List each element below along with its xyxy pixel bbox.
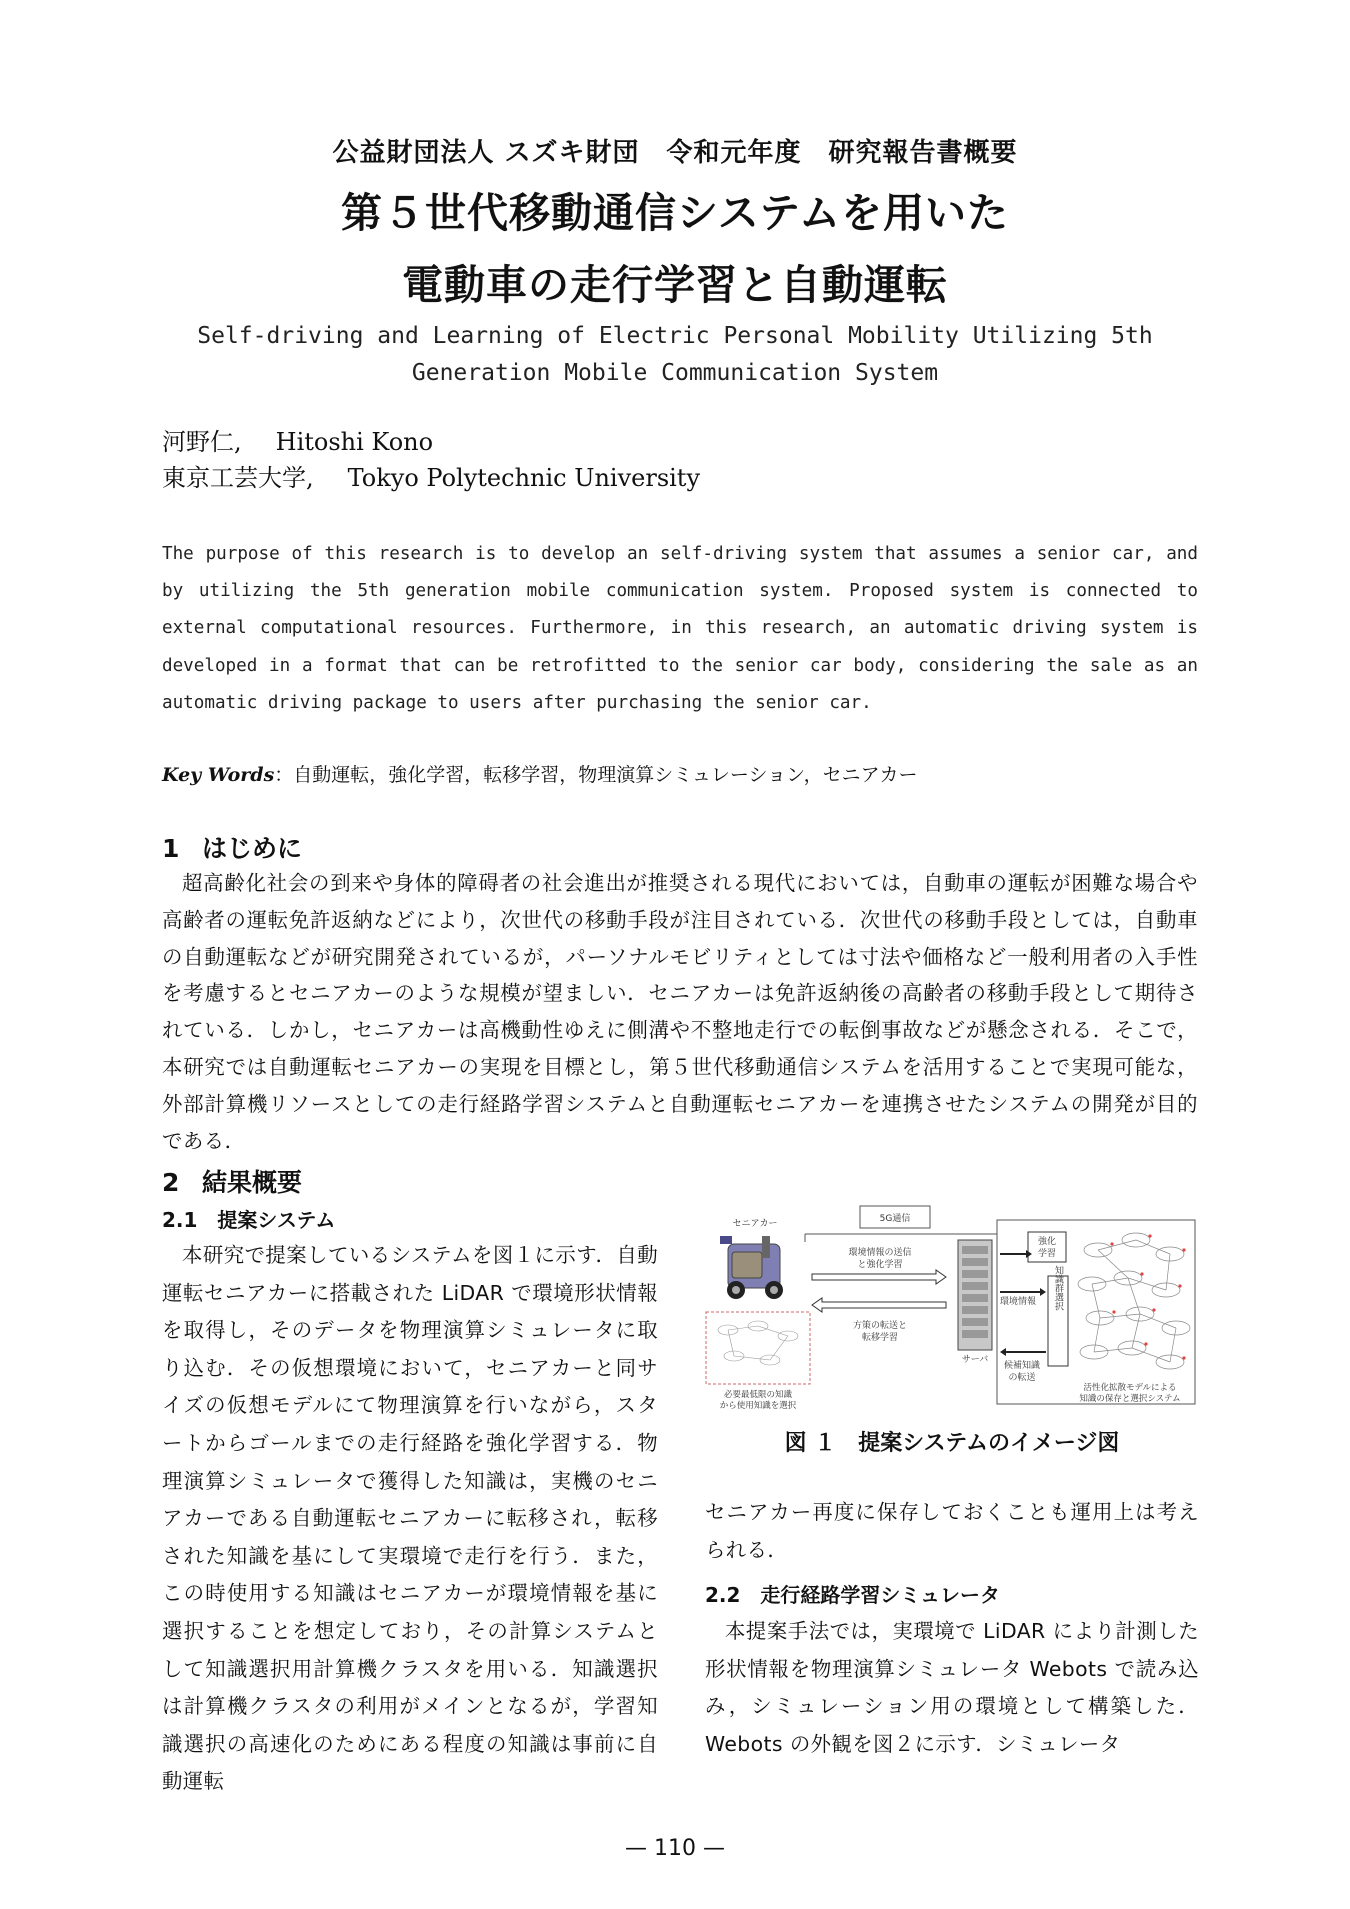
subsection-2-1-body: 本研究で提案しているシステムを図１に示す．自動運転セニアカーに搭載された LiDAR で環境形状情報を取得し，そのデータを物理演算シミュレータに取り込む．その仮想環境において，セニアカーと同サイズの仮想モデルにて物理演算を行いながら，スタートからゴールまでの走行経路を強化学習する．物理演算シミュレータで獲得した知識は，実機のセニアカーである自動運転セニアカーに転移され，転移された知識を基にして実環境で走行を行う．また，この時使用する知識はセニアカーが環境情報を基に選択することを想定しており，その計算システムとして知識選択用計算機クラスタを用いる．知識選択は計算機クラスタの利用がメインとなるが，学習知識選択の高速化のためにある程度の知識は事前に自動運転 <box>162 1243 658 1794</box>
label-server: サーバ <box>961 1355 989 1365</box>
label-transfer-2: 転移学習 <box>861 1333 899 1343</box>
right-column-continuation: セニアカー再度に保存しておくことも運用上は考えられる． <box>705 1500 1199 1562</box>
onboard-knowledge-box <box>706 1312 810 1384</box>
author-name-jp: 河野仁, <box>162 428 242 456</box>
keywords <box>162 760 917 787</box>
keywords-text: ：自動運転，強化学習，転移学習，物理演算シミュレーション，セニアカー <box>274 764 918 786</box>
senior-car-icon <box>720 1236 783 1299</box>
report-header: 公益財団法人 スズキ財団 令和元年度 研究報告書概要 <box>332 138 1018 168</box>
figure-1 <box>700 1192 1200 1428</box>
label-cand-2: の転送 <box>1008 1373 1036 1383</box>
affiliation-jp: 東京工芸大学, <box>162 464 314 492</box>
label-cand: 候補知識 <box>1003 1361 1041 1371</box>
label-send-2: と強化学習 <box>857 1260 903 1270</box>
label-rl: 強化 <box>1037 1237 1057 1247</box>
abstract: The purpose of this research is to develop an self-driving system that assumes a senior car, and by utilizing the 5th generation mobile communication system. Proposed system is connected to external computational resources. Furthermore, in this research, an automatic driving system is developed in a format that can be retrofitted to the senior car body, considering the sale as an automatic driving package to users after purchasing the senior car. <box>162 544 1198 713</box>
title-en-line1: Self-driving and Learning of Electric Personal Mobility Utilizing 5th <box>197 323 1153 349</box>
author-affiliation <box>162 460 700 496</box>
subsection-2-2-body: 本提案手法では，実環境で LiDAR により計測した形状情報を物理演算シミュレータ Webots で読み込み，シミュレーション用の環境として構築した． Webots の外観を図２に示す．シミュレータ <box>705 1619 1199 1756</box>
figure-1-diagram <box>700 1192 1200 1428</box>
title-jp-line2: 電動車の走行学習と自動運転 <box>402 261 948 309</box>
subsection-2-2-title: 2.2 走行経路学習シミュレータ <box>705 1583 1001 1607</box>
figure-1-caption: 図 １ 提案システムのイメージ図 <box>784 1431 1120 1456</box>
title-jp-line1: 第５世代移動通信システムを用いた <box>341 189 1009 237</box>
label-min: 必要最低限の知識 <box>723 1390 793 1400</box>
label-rl-2: 学習 <box>1037 1249 1057 1259</box>
section-1-title: はじめに <box>202 834 303 863</box>
section-2-title: 結果概要 <box>202 1168 303 1197</box>
section-2-heading <box>162 1163 302 1199</box>
section-1-heading <box>162 829 302 865</box>
subsection-2-1-title: 2.1 提案システム <box>162 1208 336 1232</box>
section-1-body: 超高齢化社会の到来や身体的障碍者の社会進出が推奨される現代においては，自動車の運転が困難な場合や高齢者の運転免許返納などにより，次世代の移動手段が注目されている．次世代の移動手段としては，自動車の自動運転などが研究開発されているが，パーソナルモビリティとしては寸法や価格など一般利用者の入手性を考慮するとセニアカーのような規模が望ましい．セニアカーは免許返納後の高齢者の移動手段として期待されている．しかし，セニアカーは高機動性ゆえに側溝や不整地走行での転倒事故などが懸念される．そこで，本研究では自動運転セニアカーの実現を目標とし，第５世代移動通信システムを活用することで実現可能な，外部計算機リソースとしての走行経路学習システムと自動運転セニアカーを連携させたシステムの開発が目的である． <box>162 871 1198 1153</box>
server-rack-icon <box>958 1240 992 1350</box>
label-model-2: 知識の保存と選択システム <box>1079 1394 1181 1404</box>
page-number: — 110 — <box>625 1836 725 1861</box>
affiliation-en: Tokyo Polytechnic University <box>347 464 701 492</box>
section-1-number: 1 <box>162 834 180 863</box>
label-send: 環境情報の送信 <box>848 1248 912 1258</box>
label-min-2: から使用知識を選択 <box>719 1401 797 1411</box>
label-kb: 知識群選択 <box>1053 1265 1063 1311</box>
title-en-line2: Generation Mobile Communication System <box>411 360 939 386</box>
keywords-label: Key Words <box>162 764 275 786</box>
arrow-send <box>812 1270 946 1284</box>
label-senior-car: セニアカー <box>732 1219 778 1229</box>
author-name <box>162 424 433 460</box>
label-transfer: 方策の転送と <box>852 1321 908 1331</box>
label-5g: 5G通信 <box>879 1214 911 1224</box>
title-en <box>0 318 1350 392</box>
arrow-transfer <box>812 1298 946 1312</box>
label-model: 活性化拡散モデルによる <box>1083 1383 1177 1393</box>
author-name-en: Hitoshi Kono <box>275 428 434 456</box>
section-2-number: 2 <box>162 1168 180 1197</box>
label-env: 環境情報 <box>999 1297 1037 1307</box>
